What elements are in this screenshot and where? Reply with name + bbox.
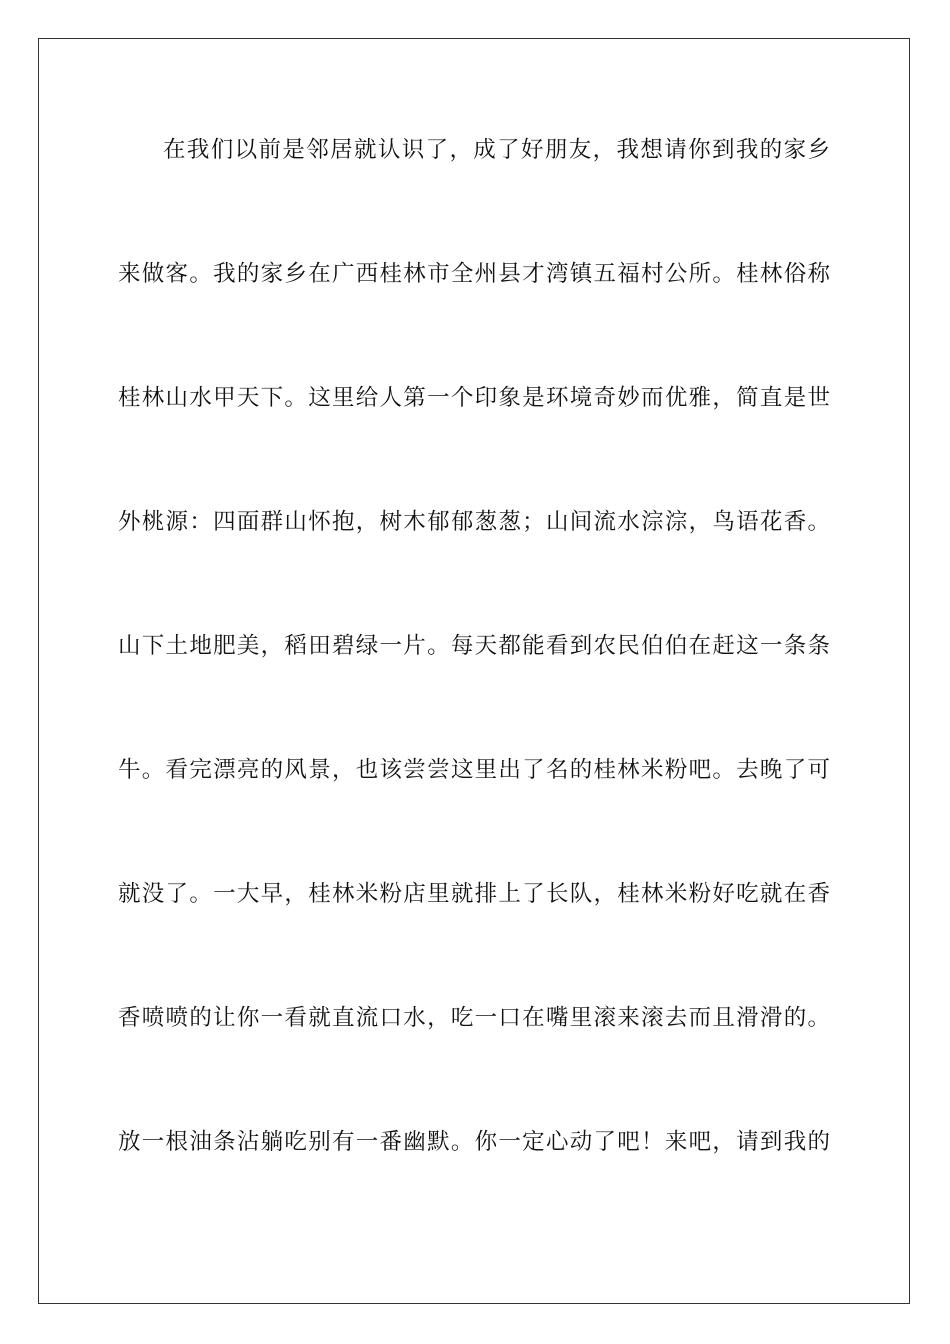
text-line-2: 来做客。我的家乡在广西桂林市全州县才湾镇五福村公所。桂林俗称 (118, 261, 830, 287)
text-line-1: 在我们以前是邻居就认识了，成了好朋友，我想请你到我的家乡 (163, 137, 830, 163)
page-frame (38, 38, 910, 1304)
text-line-8: 香喷喷的让你一看就直流口水，吃一口在嘴里滚来滚去而且滑滑的。 (118, 1005, 830, 1031)
text-line-3: 桂林山水甲天下。这里给人第一个印象是环境奇妙而优雅，简直是世 (118, 385, 830, 411)
text-line-9: 放一根油条沾躺吃别有一番幽默。你一定心动了吧！来吧，请到我的 (118, 1129, 830, 1155)
text-line-5: 山下土地肥美，稻田碧绿一片。每天都能看到农民伯伯在赶这一条条 (118, 633, 830, 659)
text-line-6: 牛。看完漂亮的风景，也该尝尝这里出了名的桂林米粉吧。去晚了可 (118, 757, 830, 783)
text-line-4: 外桃源：四面群山怀抱，树木郁郁葱葱；山间流水淙淙，鸟语花香。 (118, 509, 830, 535)
text-line-7: 就没了。一大早，桂林米粉店里就排上了长队，桂林米粉好吃就在香 (118, 881, 830, 907)
